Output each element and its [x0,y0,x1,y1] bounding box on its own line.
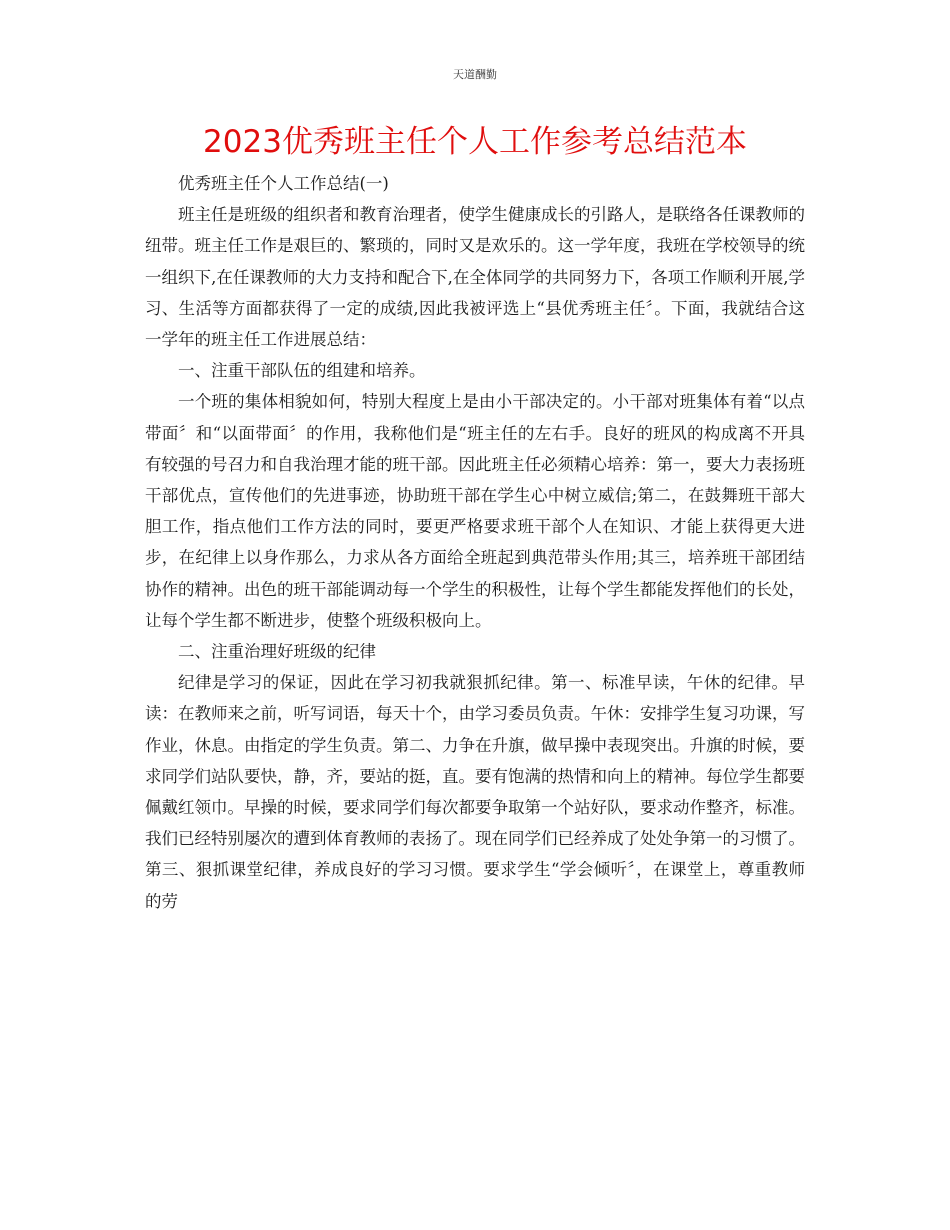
section-heading: 二、注重治理好班级的纪律 [178,642,376,662]
section-heading: 一、注重干部队伍的组建和培养。 [178,361,426,381]
document-body [145,168,805,917]
paragraph: 纪律是学习的保证，因此在学习初我就狠抓纪律。第一、标准早读，午休的纪律。早读：在教师来之前，听写词语，每天十个，由学习委员负责。午休：安排学生复习功课，写作业，休息。由指定的学生负责。第二、力争在升旗，做早操中表现突出。升旗的时候，要求同学们站队要快，静，齐，要站的挺，直。要有饱满的热情和向上的精神。每位学生都要佩戴红领巾。早操的时候，要求同学们每次都要争取第一个站好队，要求动作整齐，标准。我们已经特别屡次的遭到体育教师的表扬了。现在同学们已经养成了处处争第一的习惯了。第三、狠抓课堂纪律，养成良好的学习习惯。要求学生“学会倾听〞，在课堂上，尊重教师的劳 [145,673,805,911]
document-title: 2023优秀班主任个人工作参考总结范本 [203,124,747,160]
paragraph: 班主任是班级的组织者和教育治理者，使学生健康成长的引路人，是联络各任课教师的纽带。班主任工作是艰巨的、繁琐的，同时又是欢乐的。这一学年度，我班在学校领导的统一组织下,在任课教师的大力支持和配合下,在全体同学的共同努力下，各项工作顺利开展,学习、生活等方面都获得了一定的成绩,因此我被评选上“县优秀班主任〞。下面，我就结合这一学年的班主任工作进展总结： [145,205,805,350]
header-note: 天道酬勤 [453,68,497,81]
paragraph: 一个班的集体相貌如何，特别大程度上是由小干部决定的。小干部对班集体有着“以点带面〞和“以面带面〞的作用，我称他们是“班主任的左右手。良好的班风的构成离不开具有较强的号召力和自我治理才能的班干部。因此班主任必须精心培养：第一，要大力表扬班干部优点，宣传他们的先进事迹，协助班干部在学生心中树立威信;第二，在鼓舞班干部大胆工作，指点他们工作方法的同时，要更严格要求班干部个人在知识、才能上获得更大进步，在纪律上以身作那么，力求从各方面给全班起到典范带头作用;其三，培养班干部团结协作的精神。出色的班干部能调动每一个学生的积极性，让每个学生都能发挥他们的长处，让每个学生都不断进步，使整个班级积极向上。 [145,392,805,630]
section-subtitle: 优秀班主任个人工作总结(一) [178,174,389,193]
